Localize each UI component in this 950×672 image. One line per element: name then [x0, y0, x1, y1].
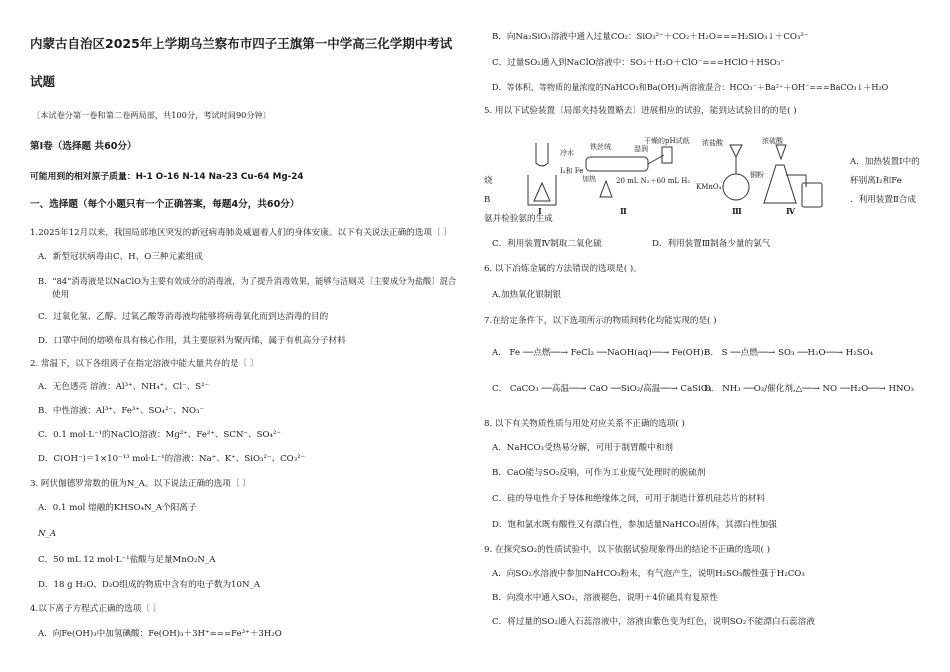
reaction-tube — [586, 157, 648, 171]
q9-option-b: B．向溴水中通入SO₂，溶液褪色，说明＋4价硫具有复原性 — [492, 593, 718, 603]
question-1: 1.2025年12月以来，我国局部地区突发的新冠病毒肺炎威逼着人们的身体安康。以下有关说法正确的选项〔 〕 — [30, 228, 452, 238]
q5-side-shao: 烧 — [484, 176, 493, 186]
q1-option-b: B．“84”消毒液是以NaClO为主要有效成分的消毒液，为了提升消毒效果，能够与洁厕灵〔主要成分为盐酸〕混合 — [38, 276, 457, 286]
q9-option-a: A．向SO₂水溶液中参加NaHCO₃粉末，有气泡产生，说明H₂SO₃酸性强于H₂CO₃ — [492, 569, 805, 579]
collection-bottle — [802, 183, 822, 207]
question-4: 4.以下离子方程式正确的选项〔 〕 — [30, 604, 162, 614]
q8-option-a: A．NaHCO₃受热易分解，可用于制胃酸中和剂 — [492, 443, 673, 453]
q5-option-b: ．利用装置Ⅱ合成 — [850, 195, 916, 205]
part1-heading: 第Ⅰ卷（选择题 共60分） — [30, 141, 137, 152]
numeral-iii: Ⅲ — [732, 206, 742, 216]
q4-option-a: A．向Fe(OH)₃中加氢碘酸：Fe(OH)₃＋3H⁺===Fe³⁺＋3H₂O — [38, 629, 282, 639]
conical-flask — [764, 165, 796, 203]
q5-option-a: A．加热装置Ⅰ中的 — [850, 157, 920, 167]
exam-title-line2: 试题 — [30, 74, 56, 89]
label-ph-paper: 干燥的pH试纸 — [644, 137, 690, 145]
q4-option-c: C．过量SO₂通入到NaClO溶液中：SO₂＋H₂O＋ClO⁻===HClO＋HSO₃⁻ — [492, 58, 785, 68]
label-kmno4: KMnO₄ — [696, 183, 722, 191]
q3-option-a: A．0.1 mol 熔融的KHSO₄N_A个阳离子 — [38, 503, 197, 513]
q1-option-a: A．新型冠状病毒由C、H、O三种元素组成 — [38, 252, 203, 262]
numeral-ii: Ⅱ — [620, 206, 627, 216]
question-2: 2. 常温下，以下各组离子在指定溶液中能大量共存的是〔 〕 — [30, 359, 259, 369]
q1-option-c: C．过氧化氢、乙醇、过氧乙酸等消毒液均能够将病毒氧化而到达消毒的目的 — [38, 312, 329, 322]
q7-option-a: A． Fe ──点燃──→ FeCl₂ ──NaOH(aq)──→ Fe(OH)₂ — [492, 348, 708, 358]
q5-option-b-cont: 氨并检验氨的生成 — [484, 214, 553, 224]
q2-option-a: A．无色透亮 溶液：Al³⁺、NH₄⁺、Cl⁻、S²⁻ — [38, 382, 210, 392]
q3-option-b: N_A — [38, 529, 57, 539]
q5-side-b: B — [484, 195, 491, 205]
q4-option-d: D．等体积、等物质的量浓度的NaHCO₃和Ba(OH)₂两溶液混合：HCO₃⁻＋Ba²⁺＋OH⁻===BaCO₃↓＋H₂O — [492, 82, 889, 92]
q4-option-b: B．向Na₂SiO₃溶液中通入过量CO₂：SiO₃²⁻＋CO₂＋H₂O===H₂SiO₃↓＋CO₃²⁻ — [492, 32, 809, 42]
cold-water-flask — [536, 143, 548, 166]
q8-option-b: B．CaO能与SO₂反响，可作为工业废气处理时的脱硫剂 — [492, 468, 706, 478]
burner — [534, 183, 550, 201]
question-8: 8. 以下有关物质性质与用处对应关系不正确的选项( ) — [484, 419, 685, 429]
q3-option-d: D．18 g H₂O、D₂O组成的物质中含有的电子数为10N_A — [38, 580, 261, 590]
dropping-funnel — [730, 145, 742, 157]
funnel-iv — [776, 145, 786, 159]
q8-option-c: C．硅的导电性介于导体和绝缘体之间，可用于制造计算机硅芯片的材料 — [492, 494, 765, 504]
exam-subtitle: 〔本试卷分第一卷和第二卷两局部，共100分，考试时间90分钟〕 — [32, 110, 271, 120]
label-heat: 加热 — [582, 175, 596, 183]
round-flask — [723, 174, 749, 200]
q5-option-d: D．利用装置Ⅲ制备少量的氯气 — [652, 239, 771, 249]
q8-option-d: D．饱和氯水既有酸性又有漂白性，参加适量NaHCO₃固体，其漂白性加强 — [492, 520, 777, 530]
q2-option-c: C．0.1 mol·L⁻¹的NaClO溶液：Mg²⁺、Fe²⁺、SCN⁻、SO₄²⁻ — [38, 430, 281, 440]
q6-option-a: A.加热氧化银制银 — [492, 290, 562, 300]
numeral-i: Ⅰ — [538, 206, 542, 216]
section1-heading: 一、选择题（每个小题只有一个正确答案，每题4分，共60分） — [30, 199, 300, 210]
question-5: 5. 用以下试验装置〔局部夹持装置略去〕进展相应的试验，能到达试验目的的是( ) — [484, 106, 797, 116]
label-gas-mixture: 20 mL N₂＋60 mL H₂ — [616, 177, 691, 185]
label-i2-fe: I₂和 Fe — [560, 167, 584, 175]
q7-option-d: D． NH₃ ──O₂/催化剂,△──→ NO ──H₂O──→ HNO₃ — [704, 384, 914, 394]
label-conc-hcl: 浓盐酸 — [702, 139, 723, 147]
question-6: 6. 以下冶炼金属的方法错误的选项是( )。 — [484, 264, 642, 274]
exam-title-line1: 内蒙古自治区2025年上学期乌兰察布市四子王旗第一中学高三化学期中考试 — [30, 36, 453, 51]
label-copper: 铜粉 — [750, 171, 764, 179]
q7-option-c: C． CaCO₃ ──高温──→ CaO ──SiO₂/高温──→ CaSiO₃ — [492, 384, 712, 394]
burner-2 — [600, 181, 612, 197]
question-7: 7.在给定条件下，以下选项所示的物质间转化均能实现的是( ) — [484, 316, 717, 326]
label-cold-water: 冷水 — [560, 149, 574, 157]
q2-option-b: B．中性溶液：Al³⁺、Fe³⁺、SO₄²⁻、NO₃⁻ — [38, 406, 205, 416]
q1-option-b-cont: 使用 — [52, 290, 70, 300]
question-3: 3. 阿伏伽德罗常数的值为N_A。以下说法正确的选项〔 〕 — [30, 479, 251, 489]
q3-option-c: C．50 mL 12 mol·L⁻¹盐酸与足量MnO₂N_A — [38, 555, 216, 565]
label-moist: 湿润 — [634, 145, 648, 153]
label-conc-h2so4: 浓硫酸 — [762, 137, 783, 145]
q1-option-d: D．口罩中间的熔喷布具有核心作用，其主要原料为聚丙烯，属于有机高分子材料 — [38, 336, 346, 346]
question-9: 9. 在探究SO₂的性质试验中，以下依据试验现象得出的结论不正确的选项( ) — [484, 545, 770, 555]
q5-option-a-cont: 杯别离I₂和Fe — [850, 176, 902, 186]
q2-option-d: D．C(OH⁻)＝1×10⁻¹³ mol·L⁻¹的溶液：Na⁺、K⁺、SiO₃²⁻、CO₃²⁻ — [38, 454, 306, 464]
q5-option-c: C．利用装置Ⅳ制取二氧化硫 — [492, 239, 602, 249]
apparatus-diagram — [524, 135, 829, 216]
atomic-mass-line: 可能用到的相对原子质量：H-1 O-16 N-14 Na-23 Cu-64 Mg-24 — [30, 172, 304, 182]
q7-option-b: B． S ──点燃──→ SO₃ ──H₂O──→ H₂SO₄ — [704, 348, 874, 358]
q9-option-c: C．将过量的SO₂通入石蕊溶液中，溶液由紫色变为红色，说明SO₂不能漂白石蕊溶液 — [492, 617, 815, 627]
numeral-iv: Ⅳ — [786, 206, 796, 216]
label-iron-wool: 铁丝绒 — [590, 143, 611, 151]
